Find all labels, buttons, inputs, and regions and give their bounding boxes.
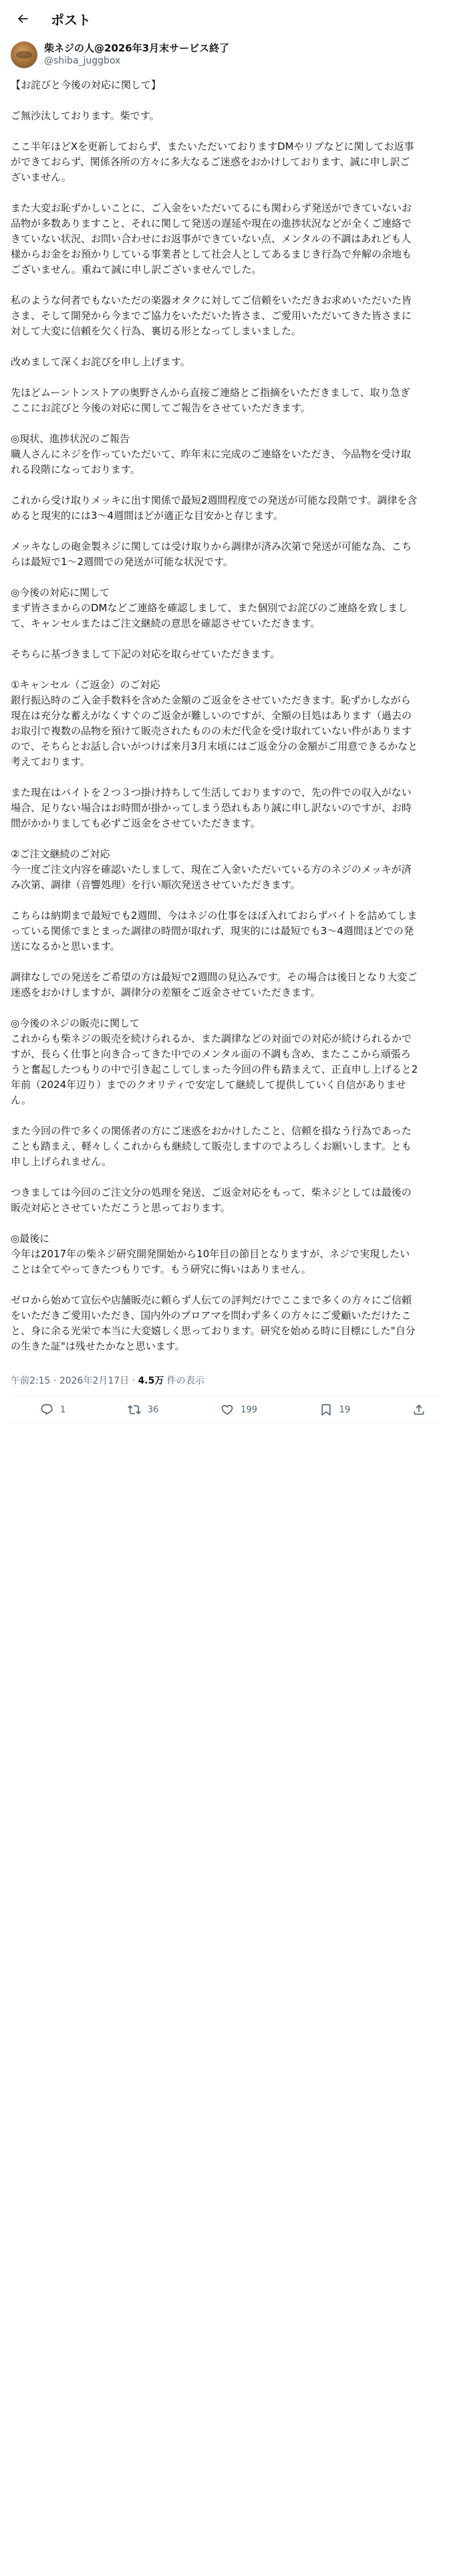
post-paragraph: ◎最後に 今年は2017年の柴ネジ研究開発開始から10年目の節目となりますが、ネジで実現したいことは全てやってきたつもりです。もう研究に悔いはありません。: [11, 1232, 410, 1275]
post-paragraph: ここ半年ほどXを更新しておらず、またいただいておりますDMやリプなどに関してお返事ができておらず、関係各所の方々に多大なるご迷惑をおかけしております、誠に申し訳ございません。: [11, 140, 414, 183]
post-paragraph: 改めまして深くお詫びを申し上げます。: [11, 356, 190, 368]
post-paragraph: ①キャンセル（ご返金）のご対応 銀行振込時のご入金手数料を含めた金額のご返金をさせていただきます。恥ずかしながら現在は充分な蓄えがなくすぐのご返金が難しいのですが、全額の目処はあります（過去のお取引で複数の品物を預けて販売されたものの未だ代金を受け取れていない件がありますので、そちらとお話し合いがつけば来月3月末頃にはご返金分の金額がご用意できるかなと考えております。: [11, 679, 418, 768]
post-paragraph: これから受け取りメッキに出す関係で最短2週間程度での発送が可能な段階です。調律を含めると現実的には3〜4週間ほどが適正な目安かと存じます。: [11, 494, 418, 522]
post-paragraph: 【お詫びと今後の対応に関して】: [11, 79, 162, 91]
top-bar: [0, 0, 451, 37]
heart-icon: [220, 1403, 234, 1416]
post-time[interactable]: 午前2:15: [11, 1376, 51, 1386]
post-paragraph: そちらに基づきまして下記の対応を取らせていただきます。: [11, 648, 281, 660]
post-author: [0, 37, 451, 68]
post-paragraph: ②ご注文継続のご対応 今一度ご注文内容を確認いたしまして、現在ご入金いただいている方のネジのメッキが済み次第、調律（音響処理）を行い順次発送させていただきます。: [11, 848, 412, 891]
avatar[interactable]: [11, 41, 37, 68]
post-paragraph: ◎今後のネジの販売に関して これからも柴ネジの販売を続けられるか、また調律などの対面での対応が続けられるかですが、長らく仕事と向き合ってきた中でのメンタル面の不調も含め、またここから頑張ろうと奮起したつもりの中で引き起こしてしまった今回の件も踏まえて、正直申し上げると2年前（2024年辺り）までのクオリティで安定して継続して提供していく自信がありません。: [11, 1017, 418, 1106]
post-body: [0, 68, 430, 1354]
bookmark-button[interactable]: [319, 1403, 351, 1416]
author-handle[interactable]: @shiba_juggbox: [44, 56, 121, 66]
post-paragraph: また今回の件で多くの関係者の方にご迷惑をおかけしたこと、信頼を損なう行為であったことも踏まえ、軽々しくこれからも継続して販売しますのでよろしくお願いします。とも申し上げられません。: [11, 1125, 412, 1168]
back-button[interactable]: [11, 7, 35, 31]
author-display-name[interactable]: 柴ネジの人@2026年3月末サービス終了: [44, 42, 230, 54]
comment-icon: [40, 1403, 53, 1416]
like-count: 199: [241, 1404, 258, 1415]
like-button[interactable]: [220, 1403, 257, 1416]
views-label: 件の表示: [164, 1376, 204, 1386]
repost-button[interactable]: [128, 1403, 159, 1416]
action-bar: [0, 1397, 451, 1422]
post-paragraph: 先ほどムーントンストアの奥野さんから直接ご連絡とご指摘をいただきまして、取り急ぎここにお詫びと今後の対応に関してご報告をさせていただきます。: [11, 387, 410, 414]
post-paragraph: ゼロから始めて宣伝や店舗販売に頼らず人伝ての評判だけでここまで多くの方々にご信頼をいただきご愛用いただき、国内外のプロアマを問わず多くの方々にご愛顧いただけたこと、身に余る光栄で本当に大変嬉しく思っております。研究を始める時に目標にした"自分の生きた証"は残せたかなと思います。: [11, 1294, 416, 1352]
post-paragraph: 私のような何者でもないただの楽器オタクに対してご信頼をいただきお求めいただいた皆さま、そして開発から今までご協力をいただいた皆さま、ご愛用いただいてきた皆さまに対して大変に信頼を欠く行為、裏切る形となってしまいました。: [11, 294, 412, 337]
views-count: 4.5万: [138, 1376, 164, 1386]
divider: [11, 1422, 440, 1423]
post-paragraph: また現在はバイトを２つ３つ掛け持ちして生活しておりますので、先の件での収入がない場合、足りない場合はお時間が掛かってしまう恐れもあり誠に申し訳ないのですが、お時間がかかりましても必ずご返金をさせていただきます。: [11, 786, 412, 829]
reply-count: 1: [60, 1404, 66, 1415]
post-meta: 午前2:15 · 2026年2月17日 · 4.5万 件の表示: [11, 1376, 204, 1386]
share-button[interactable]: [412, 1403, 432, 1416]
reply-button[interactable]: [40, 1403, 65, 1416]
repost-count: 36: [147, 1404, 159, 1415]
post-paragraph: ◎今後の対応に関して まず皆さまからのDMなどご連絡を確認しまして、また個別でお詫びのご連絡を致しまして、キャンセルまたはご注文継続の意思を確認させていただきます。: [11, 586, 408, 629]
post-paragraph: メッキなしの砲金製ネジに関しては受け取りから調律が済み次第で発送が可能な為、こちらは最短で1〜2週間での発送が可能な状況です。: [11, 540, 412, 568]
bookmark-count: 19: [339, 1404, 351, 1415]
page-title: ポスト: [51, 11, 91, 28]
post-paragraph: つきましては今回のご注文分の処理を発送、ご返金対応をもって、柴ネジとしては最後の販売対応とさせていただこうと思っております。: [11, 1186, 412, 1214]
share-icon: [412, 1403, 426, 1416]
post-paragraph: ご無沙汰しております。柴です。: [11, 110, 160, 122]
post-paragraph: ◎現状、進捗状況のご報告 職人さんにネジを作っていただいて、昨年末に完成のご連絡をいただき、今品物を受け取れる段階になっております。: [11, 433, 412, 475]
post-paragraph: 調律なしでの発送をご希望の方は最短で2週間の見込みです。その場合は後日となり大変ご迷惑をおかけしますが、調律分の差額をご返金させていただきます。: [11, 971, 418, 998]
post-paragraph: こちらは納期まで最短でも2週間、今はネジの仕事をほぼ入れておらずバイトを詰めてしまっている関係でまとまった調律の時間が取れず、現実的には最短でも3〜4週間ほどでの発送になるかと思います。: [11, 909, 418, 952]
bookmark-icon: [319, 1403, 333, 1416]
back-arrow-icon: [16, 12, 29, 25]
post-date[interactable]: 2026年2月17日: [59, 1376, 130, 1386]
post-paragraph: また大変お恥ずかしいことに、ご入金をいただいてるにも関わらず発送ができていないお品物が多数ありますこと、それに関して発送の遅延や現在の進捗状況などが全くご連絡できていない状況、お問い合わせにお返事ができていない点、メンタルの不調はあれども人様からお金をお預かりしている事業者として社会人としてあるまじき行為で弁解の余地もございません。重ねて誠に申し訳ございませんでした。: [11, 202, 412, 276]
repost-icon: [128, 1403, 141, 1416]
